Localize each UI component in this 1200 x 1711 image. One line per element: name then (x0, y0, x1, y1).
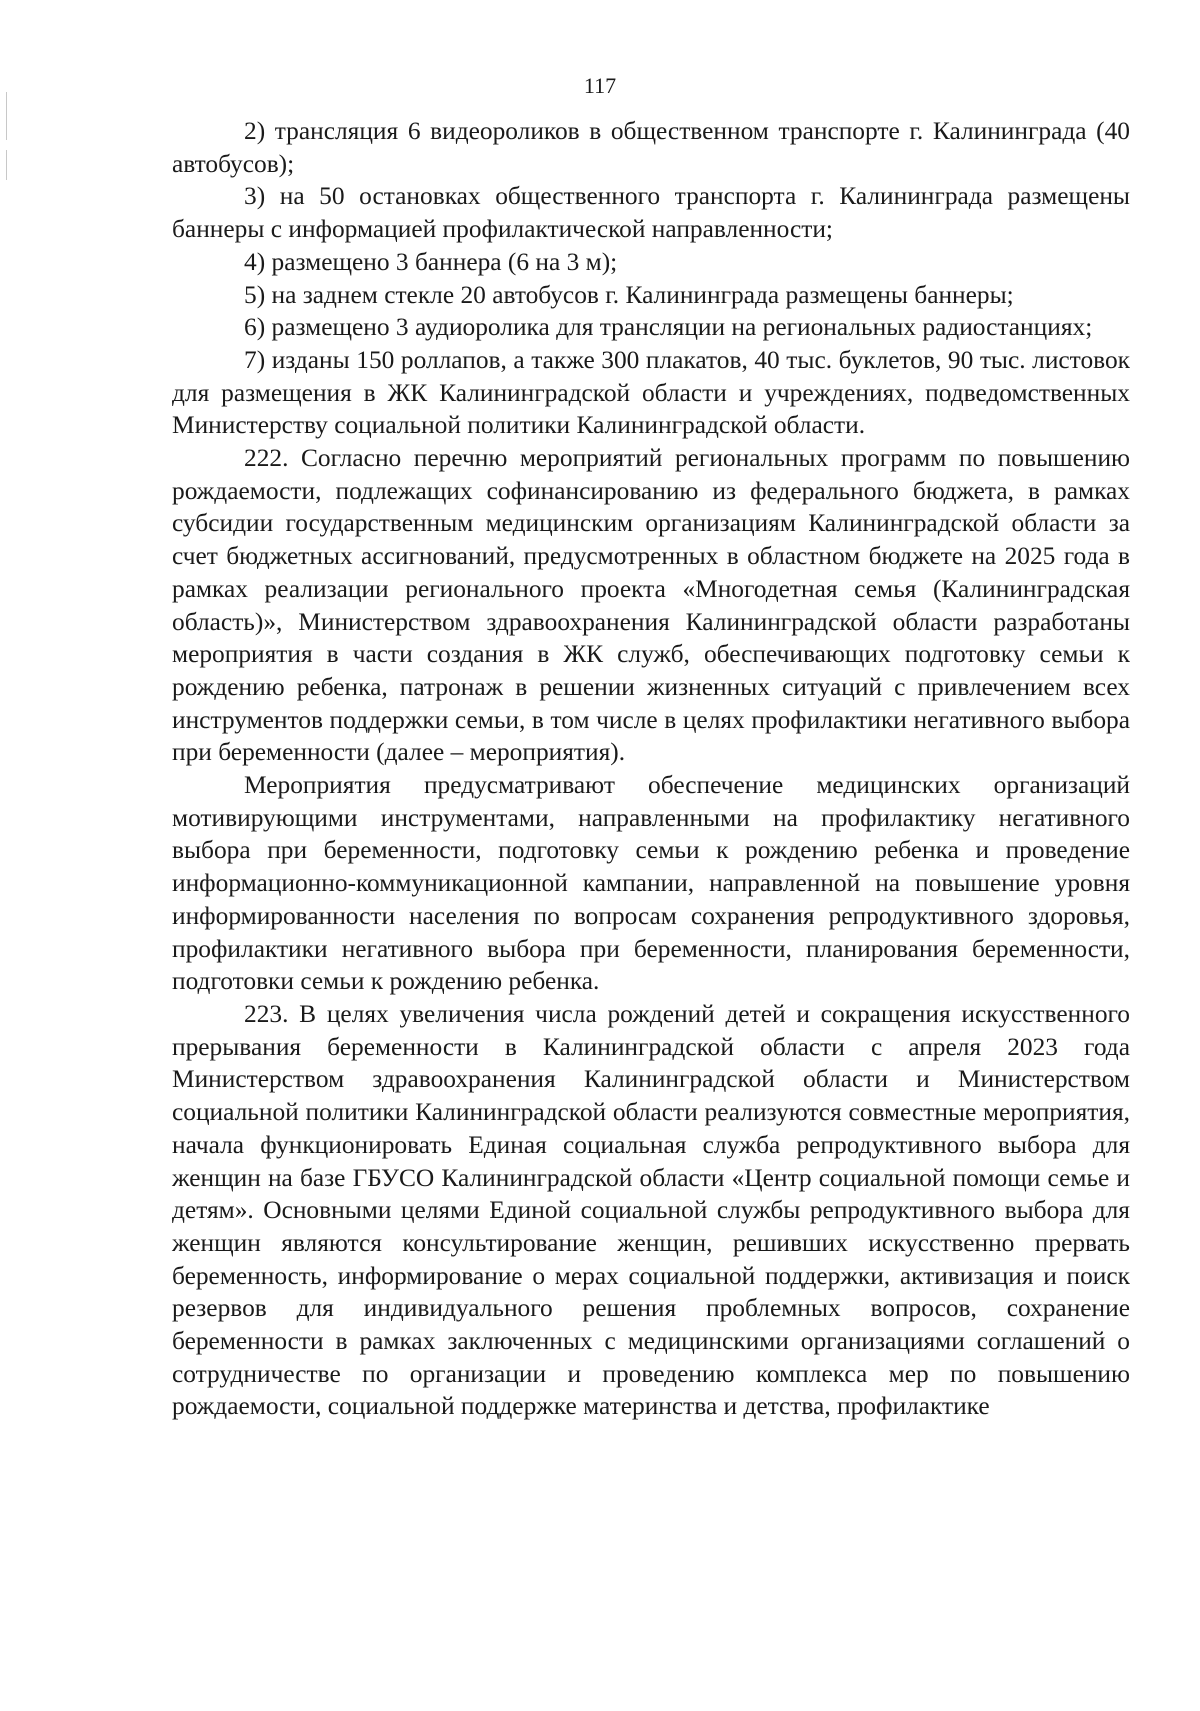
paragraph-item-6: 6) размещено 3 аудиоролика для трансляции на региональных радиостанциях; (244, 313, 1093, 342)
paragraph-223: 223. В целях увеличения числа рождений детей и сокращения искусственного прерывания беременности в Калининградской области с апреля 2023 года Министерством здравоохранения Калининградской области и Министерством социальной политики Калининградской области реализуются совместные мероприятия, начала функционировать Единая социальная служба репродуктивного выбора для женщин на базе ГБУСО Калининградской области «Центр социальной помощи семье и детям». Основными целями Единой социальной службы репродуктивного выбора для женщин являются консультирование женщин, решивших искусственно прервать беременность, информирование о мерах социальной поддержки, активизация и поиск резервов для индивидуального решения проблемных вопросов, сохранение беременности в рамках заключенных с медицинскими организациями соглашений о сотрудничестве по организации и проведению комплекса мер по повышению рождаемости, социальной поддержке материнства и детства, профилактике (172, 999, 1130, 1421)
paragraph-item-2: 2) трансляция 6 видеороликов в общественном транспорте г. Калининграда (40 автобусов); (172, 117, 1130, 178)
document-body (172, 115, 1130, 1423)
scan-edge-mark (6, 150, 7, 180)
paragraph-item-7: 7) изданы 150 роллапов, а также 300 плакатов, 40 тыс. буклетов, 90 тыс. листовок для размещения в ЖК Калининградской области и учреждениях, подведомственных Министерству социальной политики Калининградской области. (172, 345, 1130, 440)
page-number: 117 (583, 73, 617, 98)
paragraph-measures: Мероприятия предусматривают обеспечение медицинских организаций мотивирующими инструментами, направленными на профилактику негативного выбора при беременности, подготовку семьи к рождению ребенка и проведение информационно-коммуникационной кампании, направленной на повышение уровня информированности населения по вопросам сохранения репродуктивного здоровья, профилактики негативного выбора при беременности, планирования беременности, подготовки семьи к рождению ребенка. (172, 771, 1130, 996)
paragraph-222: 222. Согласно перечню мероприятий региональных программ по повышению рождаемости, подлежащих софинансированию из федерального бюджета, в рамках субсидии государственным медицинским организациям Калининградской области за счет бюджетных ассигнований, предусмотренных в областном бюджете на 2025 года в рамках реализации регионального проекта «Многодетная семья (Калининградская область)», Министерством здравоохранения Калининградской области разработаны мероприятия в части создания в ЖК служб, обеспечивающих подготовку семьи к рождению ребенка, патронаж в решении жизненных ситуаций с привлечением всех инструментов поддержки семьи, в том числе в целях профилактики негативного выбора при беременности (далее – мероприятия). (172, 444, 1130, 767)
paragraph-item-5: 5) на заднем стекле 20 автобусов г. Калининграда размещены баннеры; (244, 280, 1014, 309)
paragraph-item-4: 4) размещено 3 баннера (6 на 3 м); (244, 247, 618, 276)
paragraph-item-3: 3) на 50 остановках общественного транспорта г. Калининграда размещены баннеры с информацией профилактической направленности; (172, 182, 1130, 244)
